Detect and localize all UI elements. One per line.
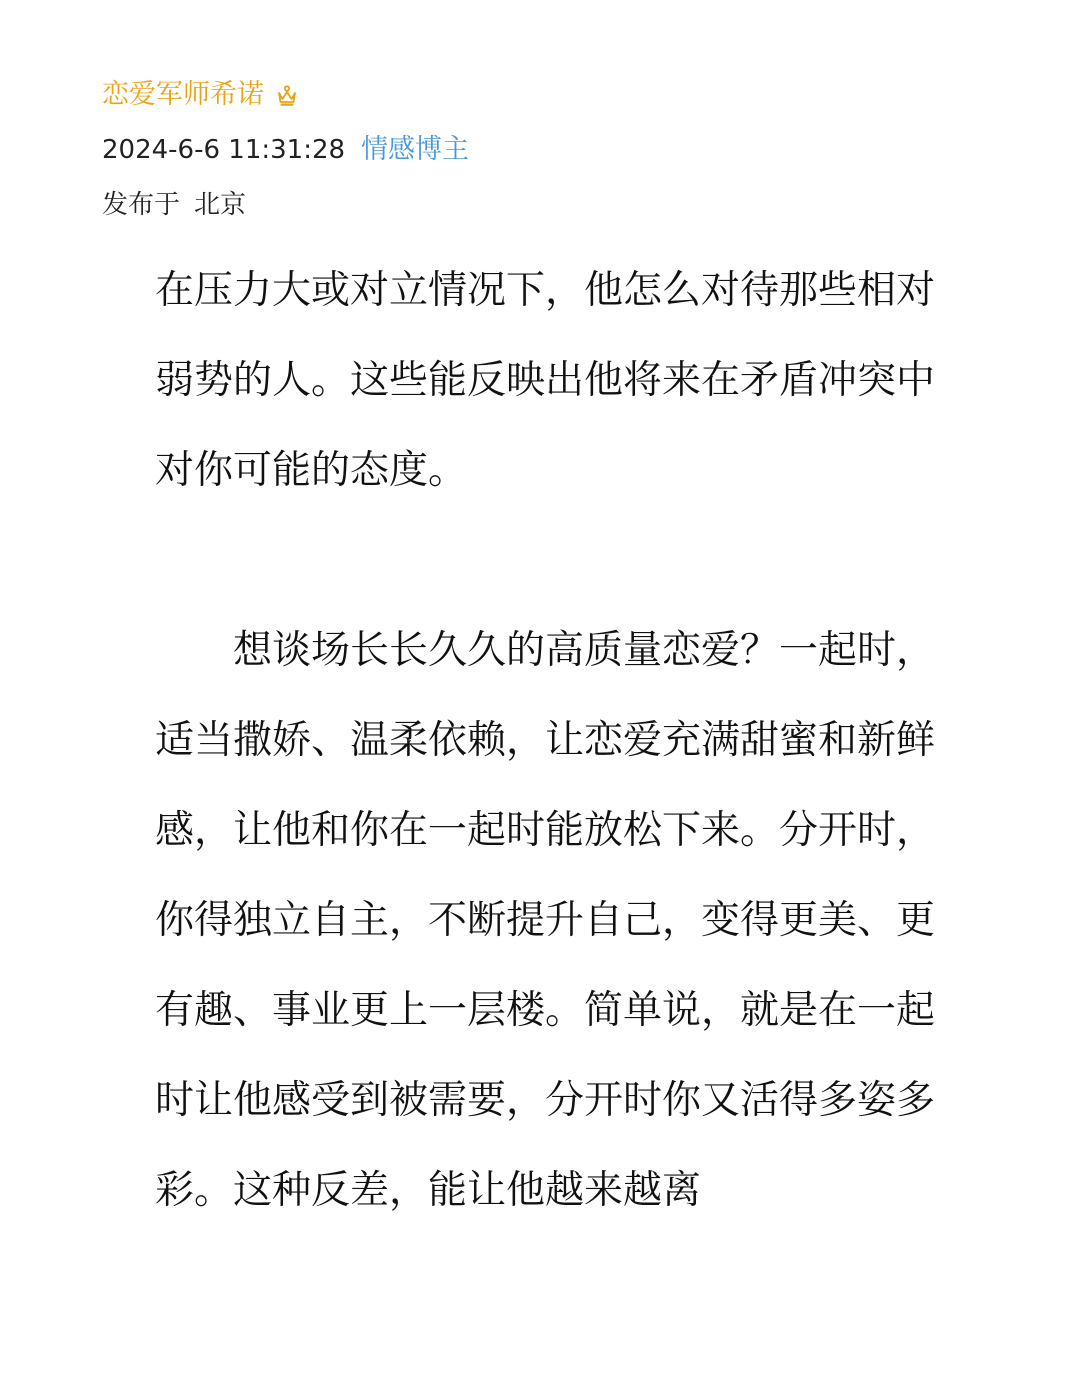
meta-row (102, 129, 1002, 171)
author-row (102, 74, 1002, 116)
post-timestamp: 2024-6-6 11:31:28 (102, 135, 346, 165)
location-label: 发布于 (102, 190, 181, 220)
content-paragraph-2: 想谈场长长久久的高质量恋爱？一起时，适当撒娇、温柔依赖，让恋爱充满甜蜜和新鲜感，让他和你在一起时能放松下来。分开时，你得独立自主，不断提升自己，变得更美、更有趣、事业更上一层楼。简单说，就是在一起时让他感受到被需要，分开时你又活得多姿多彩。这种反差，能让他越来越离 (155, 628, 936, 1213)
crown-icon (276, 85, 298, 107)
location-row (102, 184, 1002, 226)
content-paragraph-1: 在压力大或对立情况下，他怎么对待那些相对弱势的人。这些能反映出他将来在矛盾冲突中对你可能的态度。 (155, 268, 936, 493)
paragraph-spacer (155, 516, 965, 606)
post-content (155, 246, 965, 1236)
author-tag[interactable]: 情感博主 (361, 134, 470, 165)
post-header (102, 74, 1002, 226)
location-value: 北京 (194, 190, 247, 220)
author-name[interactable]: 恋爱军师希诺 (102, 79, 264, 110)
